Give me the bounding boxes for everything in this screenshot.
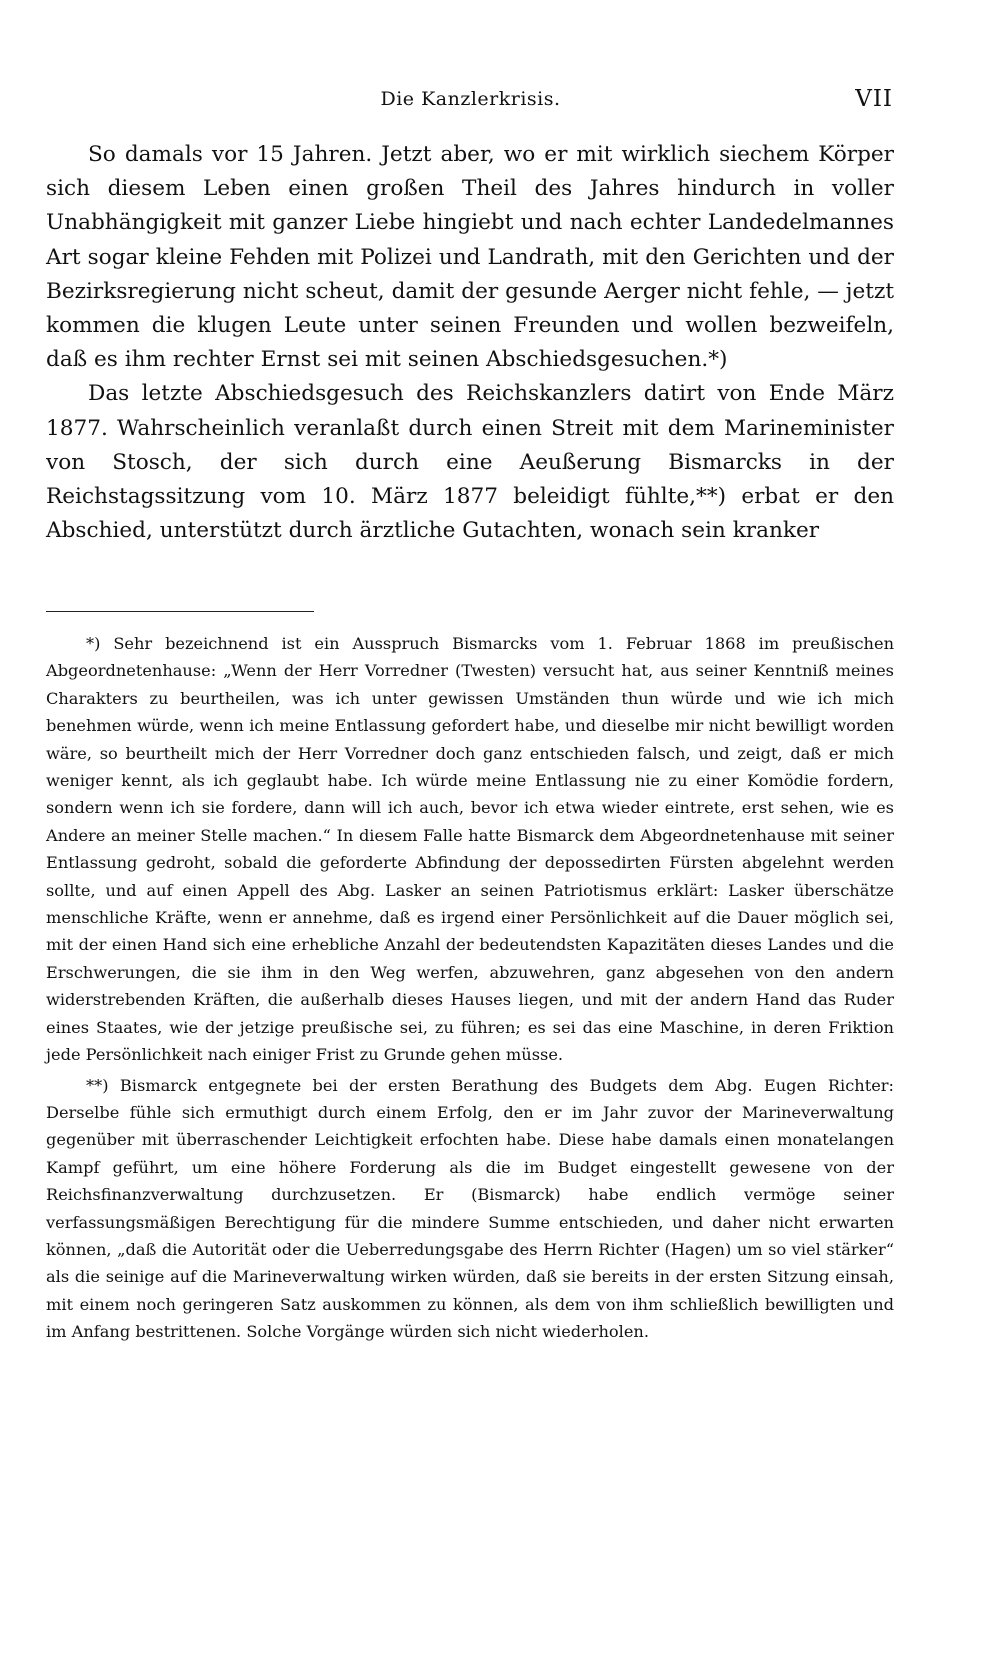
footnote-text: Bismarck entgegnete bei der ersten Berathung des Budgets dem Abg. Eugen Richter: Derselbe fühle sich ermuthigt durch einem Erfolg, den er im Jahr zuvor der Marineverwaltung gegenüber mit überraschender Leichtigkeit erfochten habe. Diese habe damals einen monatelangen Kampf geführt, um eine höhere Forderung als die im Budget eingestellt gewesene von der Reichsfinanzverwaltung durchzusetzen. Er (Bismarck) habe endlich vermöge seiner verfassungsmäßigen Berechtigung für die mindere Summe entschieden, und daher nicht erwarten können, „daß die Autorität oder die Ueberredungsgabe des Herrn Richter (Hagen) um so viel stärker“ als die seinige auf die Marineverwaltung wirken würden, daß sie bereits in der ersten Sitzung einsah, mit einem noch geringeren Satz auskommen zu können, als dem von ihm schließlich bewilligten und im Anfang bestrittenen. Solche Vorgänge würden sich nicht wiederholen.: [46, 1075, 894, 1342]
paragraph: Das letzte Abschiedsgesuch des Reichskanzlers datirt von Ende März 1877. Wahrscheinlich veranlaßt durch einen Streit mit dem Marineminister von Stosch, der sich durch eine Aeußerung Bismarcks in der Reichstagssitzung vom 10. März 1877 beleidigt fühlte,**) erbat er den Abschied, unterstützt durch ärztliche Gutachten, wonach sein kranker: [46, 381, 894, 544]
footnote: [46, 1072, 894, 1346]
page-number: VII: [855, 86, 893, 112]
paragraph: So damals vor 15 Jahren. Jetzt aber, wo er mit wirklich siechem Körper sich diesem Leben einen großen Theil des Jahres hindurch in voller Unabhängigkeit mit ganzer Liebe hingiebt und nach echter Landedelmannes Art sogar kleine Fehden mit Polizei und Landrath, mit den Gerichten und der Bezirksregierung nicht scheut, damit der gesunde Aerger nicht fehle, — jetzt kommen die klugen Leute unter seinen Freunden und wollen bezweifeln, daß es ihm rechter Ernst sei mit seinen Abschiedsgesuchen.*): [46, 142, 894, 373]
footnote-marker: *): [86, 634, 101, 653]
footnotes: [46, 630, 894, 1346]
running-head: [48, 88, 893, 118]
main-text: [46, 138, 894, 548]
footnote: [46, 630, 894, 1069]
footnote-marker: **): [86, 1075, 109, 1095]
running-title: Die Kanzlerkrisis.: [380, 88, 561, 110]
footnote-text: Sehr bezeichnend ist ein Ausspruch Bismarcks vom 1. Februar 1868 im preußischen Abgeordnetenhause: „Wenn der Herr Vorredner (Twesten) versucht hat, aus seiner Kenntniß meines Charakters zu beurtheilen, was ich unter gewissen Umständen thun würde und wie ich mich benehmen würde, wenn ich meine Entlassung gefordert habe, und dieselbe mir nicht bewilligt worden wäre, so beurtheilt mich der Herr Vorredner doch ganz entschieden falsch, und zeigt, daß er mich weniger kennt, als ich geglaubt habe. Ich würde meine Entlassung nie zu einer Komödie fordern, sondern wenn ich sie fordere, dann will ich auch, bevor ich etwa wieder eintrete, erst sehen, wie es Andere an meiner Stelle machen.“ In diesem Falle hatte Bismarck dem Abgeordnetenhause mit seiner Entlassung gedroht, sobald die geforderte Abfindung der depossedirten Fürsten abgelehnt werden sollte, und auf einen Appell des Abg. Lasker an seinen Patriotismus erklärt: Lasker überschätze menschliche Kräfte, wenn er annehme, daß es irgend einer Persönlichkeit auf die Dauer möglich sei, mit der einen Hand sich eine erhebliche Anzahl der bedeutendsten Kapazitäten dieses Landes und die Erschwerungen, die sie ihm in den Weg werfen, abzuwehren, ganz abgesehen von den andern widerstrebenden Kräften, die außerhalb dieses Hauses liegen, und mit der andern Hand das Ruder eines Staates, wie der jetzige preußische sei, zu führen; es sei das eine Maschine, in deren Friktion jede Persönlichkeit nach einiger Frist zu Grunde gehen müsse.: [46, 634, 894, 1065]
footnote-separator: [46, 611, 314, 612]
